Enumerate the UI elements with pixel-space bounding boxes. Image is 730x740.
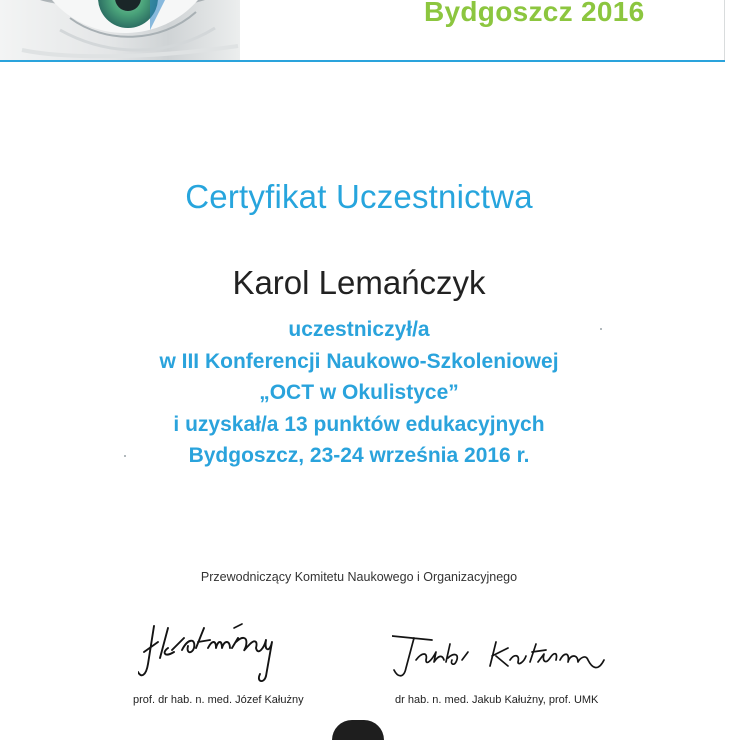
scan-speck [600, 328, 602, 330]
body-line-conference: w III Konferencji Naukowo-Szkoleniowej [159, 349, 559, 373]
event-title: Bydgoszcz 2016 [424, 0, 645, 27]
eye-illustration [0, 0, 240, 60]
header-divider [724, 0, 725, 60]
committee-chair-label: Przewodniczący Komitetu Naukowego i Organizacyjnego [200, 570, 518, 584]
body-line-place-date: Bydgoszcz, 23-24 września 2016 r. [188, 444, 530, 467]
certificate-header [0, 0, 730, 60]
signature-left [138, 618, 313, 695]
handwritten-signature-left [138, 618, 313, 690]
body-line-conference-name: „OCT w Okulistyce” [259, 381, 459, 404]
conference-logo [332, 720, 384, 740]
signer-name-right: dr hab. n. med. Jakub Kałużny, prof. UMK [395, 694, 599, 706]
handwritten-signature-right [392, 630, 612, 686]
signature-right [392, 630, 612, 691]
body-line-participated: uczestniczył/a [288, 318, 430, 341]
signer-name-left: prof. dr hab. n. med. Józef Kałużny [133, 694, 304, 706]
scan-speck [124, 455, 126, 457]
header-rule [0, 60, 725, 62]
certificate-title: Certyfikat Uczestnictwa [185, 178, 533, 215]
participant-name: Karol Lemańczyk [232, 264, 486, 301]
body-line-points: i uzyskał/a 13 punktów edukacyjnych [173, 412, 545, 436]
eye-banner-image [0, 0, 240, 60]
certificate-body [0, 314, 718, 472]
